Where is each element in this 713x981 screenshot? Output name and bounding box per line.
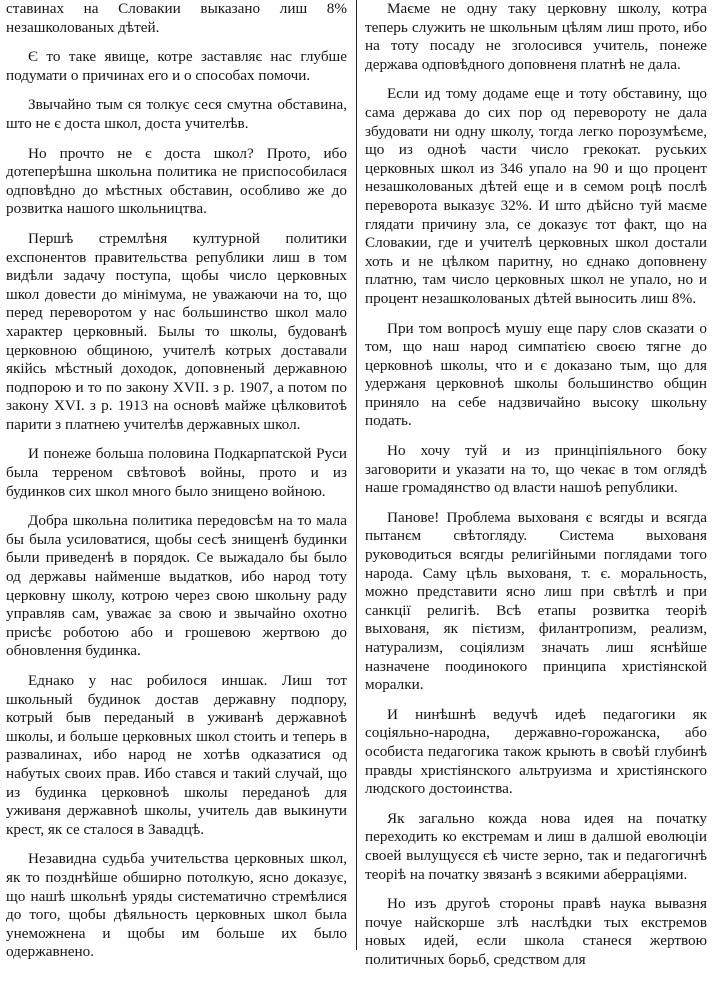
column-divider <box>356 0 357 950</box>
paragraph: Но изъ другоѣ стороны правѣ наука вывазня почуе найскорше злѣ наслѣдки тых екстремов новых идей, если школа станеся жертвою политичных борьб, средством для <box>365 895 707 968</box>
paragraph: Если ид тому додаме еще и тоту обставину, що сама держава до сих пор од перевороту не дала збудовати ни одну школу, тогда легко порозумѣєме, що из одноѣ части число грекокат. руських церковных школ из 346 упало на 90 и що процент незашколованых дѣтей еще и в семом роцѣ послѣ переворота выказує 32%. И што дѣйсно туй маєме глядати причину зла, се доказує тот факт, що на Словакии, где и учителѣ церковных школ достали хоть и не цѣлком паритну, но єднако доповнену платню, там число церковных школ не упало, но и процент незашколованых дѣтей выносить лиш 8%. <box>365 85 707 307</box>
paragraph: Но хочу туй и из принціпіяльного боку заговорити и указати на то, що чекає в том оглядѣ наше громадянство од власти нашоѣ републики. <box>365 442 707 497</box>
paragraph: Еднако у нас робилося иншак. Лиш тот школьный будинок достав державну подпору, котрый быв переданый в уживанѣ державноѣ школы, и больше церковных школ стоить и теперь в развалинах, ибо народ не хотѣв одказатися од набутых своих прав. Ибо стався и такий случай, що из будинка церковноѣ школы переданоѣ для уживаня державноѣ школы, учитель дав выкинути крест, як се сталося в Завадцѣ. <box>6 672 347 838</box>
paragraph: Добра школьна политика передовсѣм на то мала бы была усиловатися, щобы сесѣ знищенѣ будинки были приведенѣ в порядок. Се выжадало бы было од державы найменше выдатков, ибо народ тоту церковну школу, котрою через свою школьну раду управляв сам, уважає за свою и звычайно охотно присѣє роботою або и грошевою жертвою до обновлення будинка. <box>6 512 347 660</box>
paragraph: Незавидна судьба учительства церковных школ, як то позднѣйше обширно потолкую, ясно доказує, що нашѣ школьнѣ уряды систематично стремѣлися до того, щобы дѣяльность церковных школ была унеможнена и щобы им больше их было одержавнено. <box>6 850 347 961</box>
paragraph: Є то таке явище, котре заставляє нас глубше подумати о причинах его и о способах помочи. <box>6 48 347 84</box>
paragraph: При том вопросѣ мушу еще пару слов сказати о том, що наш народ симпатією своєю тягне до церковноѣ школы, что и є доказано тым, що для удержаня церковноѣ школы большинство общин приняло на себе надзвичайно высоку школьну подать. <box>365 319 707 430</box>
paragraph: Маєме не одну таку церковну школу, котра теперь служить не школьным цѣлям лиш прото, ибо на тоту посаду не зголосився учитель, понеже держава одповѣдного доповненя платнѣ не дала. <box>365 0 707 73</box>
paragraph: Як загально кожда нова идея на початку переходить ко екстремам и лиш в далшой еволюціи своей вылущуєся єѣ чисте зерно, так и педагогичнѣ теоріѣ на початку звязанѣ з всякими аберраціями. <box>365 809 707 883</box>
paragraph: Звычайно тым ся толкує сеся смутна обставина, што не є доста школ, доста учителѣв. <box>6 96 347 132</box>
right-column <box>365 0 707 981</box>
paragraph: ставинах на Словакии выказано лиш 8% незашколованых дѣтей. <box>6 0 347 36</box>
paragraph: И понеже больша половина Подкарпатской Руси была терреном свѣтовоѣ войны, прото и из будинков сих школ много было знищено войною. <box>6 445 347 500</box>
paragraph: Панове! Проблема выхованя є всягды и всягда пытанєм свѣтогляду. Система выхованя руководиться всягды религійными поглядами того народа. Саму цѣль выхованя, т. є. моральность, можно представити ясно лиш при свѣтлѣ и при санкції религіѣ. Всѣ етапы розвитка теоріѣ выхованя, як пієтизм, филантропизм, реализм, натурализм, соціялизм значать лиш яснѣйше назначене поодинокого принципа христіянской моралки. <box>365 508 707 694</box>
paragraph: Но прочто не є доста школ? Прото, ибо дотеперѣшна школьна политика не приспособилася одповѣдно до мѣстных обставин, особливо же до розвитка нашого школьництва. <box>6 144 347 218</box>
paragraph: Першѣ стремлѣня културной политики ехспонентов правительства републики лиш в том видѣли задачу поступа, щобы число церковных школ довести до мінімума, не уважаючи на то, що перед переворотом у нас большинство школ мало характер церковный. Былы то школы, будованѣ церковною общиною, учителѣ котрых доставали якійсь мѣстный доходок, доповненый державною подпорою и то по закону XVII. з р. 1907, а потом по закону XVI. з р. 1913 на основѣ майже цѣлковитоѣ парити з платнею учителѣв державных школ. <box>6 229 347 433</box>
left-column <box>6 0 347 973</box>
paragraph: И нинѣшнѣ ведучѣ идеѣ педагогики як соціяльно-народна, державно-горожанска, або особиста педагогика також крыють в своѣй глубинѣ правды христіянского альтруизма и христіянского людского достоинства. <box>365 705 707 798</box>
